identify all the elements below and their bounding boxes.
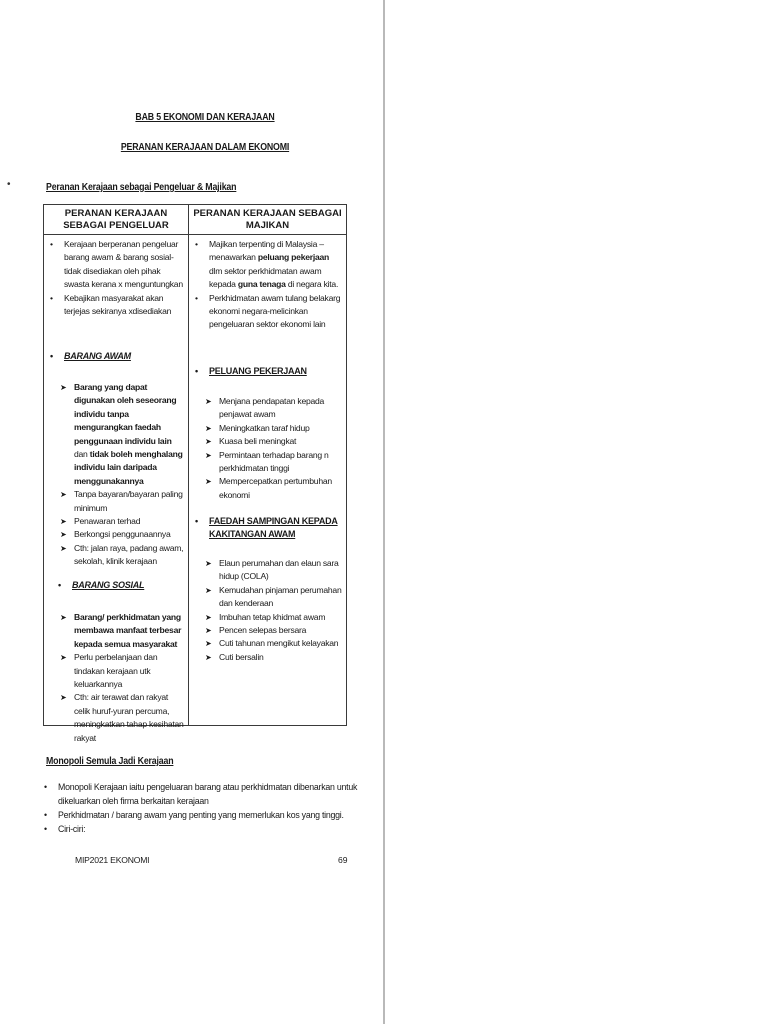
arrow-icon: ➤	[60, 490, 67, 500]
list-item: ➤ Cuti tahunan mengikut kelayakan	[189, 637, 346, 650]
arrow-icon: ➤	[60, 653, 67, 663]
list-item: ➤ Tanpa bayaran/bayaran paling minimum	[60, 489, 183, 513]
arrow-icon: ➤	[205, 559, 212, 568]
barang-sosial-heading-block	[44, 579, 188, 592]
peluang-heading-block	[189, 365, 346, 378]
list-item: ➤ Menjana pendapatan kepada penjawat awam	[205, 396, 325, 420]
list-item: ➤ Perlu perbelanjaan dan tindakan kerajaan utk keluarkannya	[60, 652, 158, 690]
bullet-icon: •	[195, 292, 198, 303]
barang-awam-list	[44, 381, 188, 569]
arrow-icon: ➤	[205, 423, 212, 433]
list-item: ➤ Pencen selepas bersara	[189, 624, 346, 637]
section2-heading: Monopoli Semula Jadi Kerajaan	[46, 756, 174, 767]
list-item: ➤ Imbuhan tetap khidmat awam	[189, 611, 346, 624]
list-item: ➤ Meningkatkan taraf hidup	[189, 422, 346, 435]
section1-heading: Peranan Kerajaan sebagai Pengeluar & Majikan	[46, 182, 237, 193]
arrow-icon: ➤	[205, 450, 212, 460]
barang-awam-heading: BARANG AWAM	[64, 351, 131, 361]
bullet-icon: •	[195, 516, 198, 526]
list-item: • Majikan terpenting di Malaysia – menawarkan peluang pekerjaan dlm sektor perkhidmatan awam kepada guna tenaga di negara kita.	[195, 239, 339, 290]
list-item: ➤ Kemudahan pinjaman perumahan dan kenderaan	[205, 584, 342, 609]
list-item: • Perkhidmatan / barang awam yang penting yang memerlukan kos yang tinggi.	[44, 810, 344, 820]
peluang-heading: PELUANG PEKERJAAN	[209, 366, 307, 376]
list-item: ➤ Permintaan terhadap barang n perkhidmatan tinggi	[205, 449, 329, 474]
faedah-heading-block	[189, 515, 346, 542]
arrow-icon: ➤	[205, 639, 212, 649]
arrow-icon: ➤	[60, 613, 67, 622]
arrow-icon: ➤	[60, 530, 67, 540]
arrow-icon: ➤	[205, 437, 212, 447]
arrow-icon: ➤	[60, 543, 67, 553]
list-item: • Perkhidmatan awam tulang belakarg ekonomi negara-melicinkan pengeluaran sektor ekonomi lain	[195, 292, 341, 330]
arrow-icon: ➤	[60, 383, 67, 392]
arrow-icon: ➤	[205, 585, 212, 595]
list-item: ➤ Berkongsi penggunaannya	[44, 528, 188, 541]
footer-course: MIP2021 EKONOMI	[75, 855, 150, 865]
producer-intro	[44, 238, 188, 318]
peluang-list	[189, 395, 346, 502]
list-item: ➤ Penawaran terhad	[44, 515, 188, 528]
bullet-icon: •	[50, 292, 53, 303]
list-item: • Kerajaan berperanan pengeluar barang awam & barang sosial-tidak disediakan oleh pihak swasta kerana x menguntungkan	[50, 239, 183, 290]
section-title: PERANAN KERAJAAN DALAM EKONOMI	[120, 142, 290, 153]
roles-table	[43, 204, 347, 743]
list-item: ➤ Barang yang dapat digunakan oleh seseorang individu tanpa mengurangkan faedah penggunaan individu lain dan tidak boleh menghalang individu lain daripada menggunakannya	[60, 382, 183, 486]
list-item: ➤ Mempercepatkan pertumbuhan ekonomi	[205, 476, 332, 500]
page-number: 69	[338, 855, 348, 865]
list-item: ➤ Cuti bersalin	[189, 651, 346, 664]
bullet-icon: •	[44, 824, 47, 834]
monopoli-list	[44, 780, 374, 836]
arrow-icon: ➤	[60, 693, 67, 703]
employer-intro	[189, 238, 346, 332]
list-item: ➤ Cth: jalan raya, padang awam, sekolah, klinik kerajaan	[60, 542, 184, 567]
arrow-icon: ➤	[205, 477, 212, 487]
col1-header: PERANAN KERAJAAN SEBAGAI PENGELUAR	[44, 205, 189, 235]
list-item: ➤ Barang/ perkhidmatan yang membawa manfaat terbesar kepada semua masyarakat	[60, 612, 182, 649]
faedah-list	[189, 557, 346, 664]
arrow-icon: ➤	[205, 397, 212, 406]
employer-column	[189, 235, 347, 726]
barang-sosial-list	[44, 611, 188, 745]
list-item: ➤ Cth: air terawat dan rakyat celik huruf-yuran percuma, meningkatkan tahap kesihatan rakyat	[60, 692, 184, 743]
bullet-icon: •	[50, 351, 53, 361]
faedah-heading: FAEDAH SAMPINGAN KEPADA KAKITANGAN AWAM	[209, 516, 338, 540]
arrow-icon: ➤	[60, 517, 67, 527]
bullet-icon: •	[44, 782, 47, 792]
producer-column	[44, 235, 189, 743]
col2-header: PERANAN KERAJAAN SEBAGAI MAJIKAN	[189, 205, 347, 235]
list-item: • Ciri-ciri:	[44, 824, 86, 834]
list-item: ➤ Elaun perumahan dan elaun sara hidup (COLA)	[205, 558, 339, 582]
list-item: ➤ Kuasa beli meningkat	[189, 435, 346, 448]
barang-sosial-heading: BARANG SOSIAL	[72, 580, 145, 590]
page-edge-divider	[383, 0, 385, 1024]
arrow-icon: ➤	[205, 612, 212, 622]
barang-awam-heading-block	[44, 350, 188, 363]
bullet-icon: •	[44, 810, 47, 820]
bullet-icon: •	[195, 239, 198, 249]
scan-mark: •	[7, 179, 11, 190]
bullet-icon: •	[195, 366, 198, 376]
chapter-title: BAB 5 EKONOMI DAN KERAJAAN	[135, 112, 275, 123]
list-item: • Monopoli Kerajaan iaitu pengeluaran barang atau perkhidmatan dibenarkan untuk dikeluarkan oleh firma berkaitan kerajaan	[44, 782, 358, 806]
list-item: • Kebajikan masyarakat akan terjejas sekiranya xdisediakan	[50, 292, 172, 317]
arrow-icon: ➤	[205, 652, 212, 662]
bullet-icon: •	[58, 580, 61, 590]
arrow-icon: ➤	[205, 626, 212, 636]
bullet-icon: •	[50, 239, 53, 249]
